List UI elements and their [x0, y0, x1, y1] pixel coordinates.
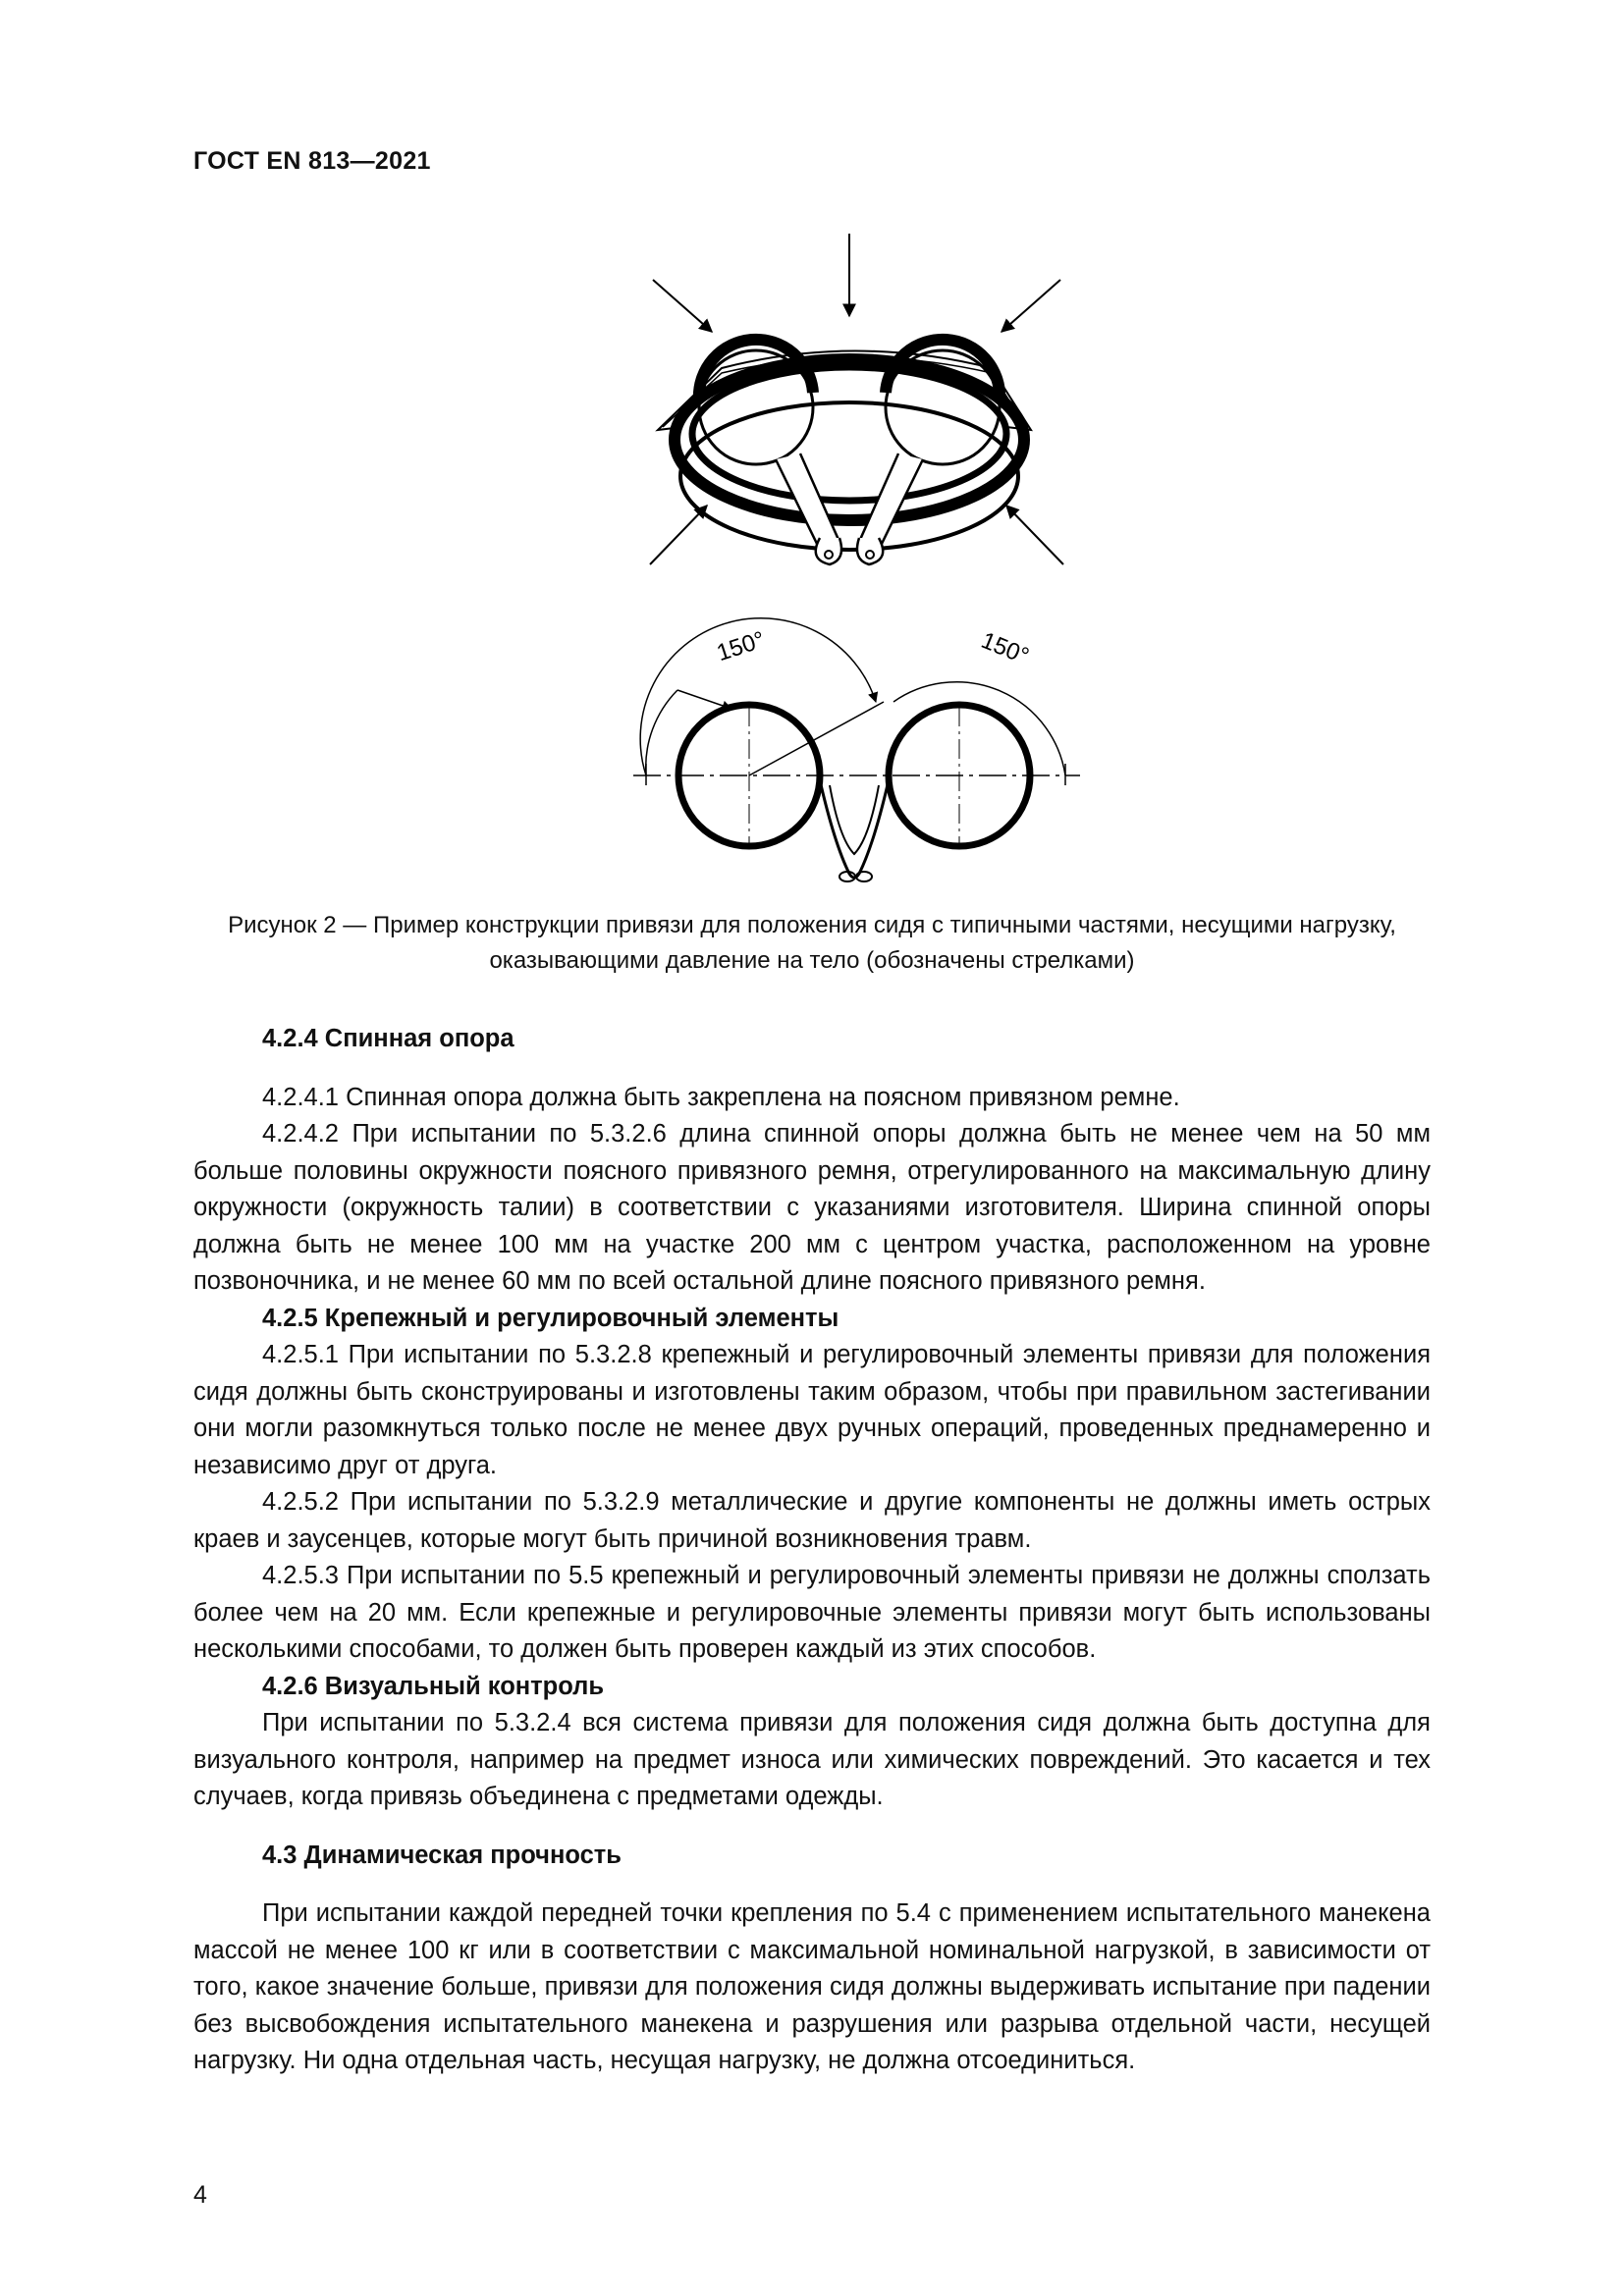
figure-caption [193, 908, 1431, 979]
paragraph-4-2-5-3: 4.2.5.3 При испытании по 5.5 крепежный и регулировочный элементы привязи не должны сползать более чем на 20 мм. Если крепежные и регулировочные элементы привязи могут быть использованы несколькими способами, то должен быть проверен каждый из этих способов. [193, 1562, 1431, 1663]
arrow-upper-left-icon [653, 280, 712, 332]
harness-perspective-drawing [650, 234, 1063, 564]
angle-label-right: 150° [977, 626, 1033, 670]
harness-angle-diagram [633, 618, 1080, 881]
figure-caption-line-2: оказывающими давление на тело (обозначены стрелками) [489, 947, 1135, 974]
harness-figure [628, 226, 1100, 893]
paragraph-4-2-4-1: 4.2.4.1 Спинная опора должна быть закреплена на поясном привязном ремне. [262, 1083, 1180, 1111]
arrow-lower-left-icon [650, 506, 707, 564]
document-body [193, 1021, 1431, 2080]
arrow-upper-right-icon [1001, 280, 1060, 332]
section-heading-4-3: 4.3 Динамическая прочность [262, 1841, 622, 1869]
paragraph-4-2-5-1: 4.2.5.1 При испытании по 5.3.2.8 крепежный и регулировочный элементы привязи для положения сидя должны быть сконструированы и изготовлены таким образом, чтобы при правильном застегивании они могли разомкнуться только после не менее двух ручных операций, проведенных преднамеренно и независимо друг от друга. [193, 1341, 1431, 1479]
angle-label-left: 150° [713, 626, 769, 667]
paragraph-4-2-5-2: 4.2.5.2 При испытании по 5.3.2.9 металлические и другие компоненты не должны иметь острых краев и заусенцев, которые могут быть причиной возникновения травм. [193, 1488, 1431, 1553]
section-heading-4-2-6: 4.2.6 Визуальный контроль [262, 1672, 605, 1700]
paragraph-4-2-4-2: 4.2.4.2 При испытании по 5.3.2.6 длина спинной опоры должна быть не менее чем на 50 мм больше половины окружности поясного привязного ремня, отрегулированного на максимальную длину окружности (окружность талии) в соответствии с указаниями изготовителя. Ширина спинной опоры должна быть не менее 100 мм на участке 200 мм с центром участка, расположенном на уровне позвоночника, и не менее 60 мм по всей остальной длине поясного привязного ремня. [193, 1120, 1431, 1295]
arrow-lower-right-icon [1006, 506, 1063, 564]
paragraph-4-3: При испытании каждой передней точки крепления по 5.4 с применением испытательного манекена массой не менее 100 кг или в соответствии с максимальной номинальной нагрузкой, в зависимости от того, какое значение больше, привязи для положения сидя должны выдерживать испытание при падении без высвобождения испытательного манекена и разрушения или разрыва отдельной части, несущей нагрузку. Ни одна отдельная часть, несущая нагрузку, не должна отсоединиться. [193, 1899, 1431, 2074]
page-number: 4 [193, 2181, 207, 2209]
paragraph-4-2-6: При испытании по 5.3.2.4 вся система привязи для положения сидя должна быть доступна для визуального контроля, например на предмет износа или химических повреждений. Это касается и тех случаев, когда привязь объединена с предметами одежды. [193, 1709, 1431, 1810]
document-header: ГОСТ EN 813—2021 [193, 147, 431, 175]
section-heading-4-2-5: 4.2.5 Крепежный и регулировочный элементы [262, 1304, 839, 1332]
figure-caption-line-1: Рисунок 2 — Пример конструкции привязи для положения сидя с типичными частями, несущими нагрузку, [228, 912, 1396, 938]
section-heading-4-2-4: 4.2.4 Спинная опора [262, 1025, 514, 1052]
